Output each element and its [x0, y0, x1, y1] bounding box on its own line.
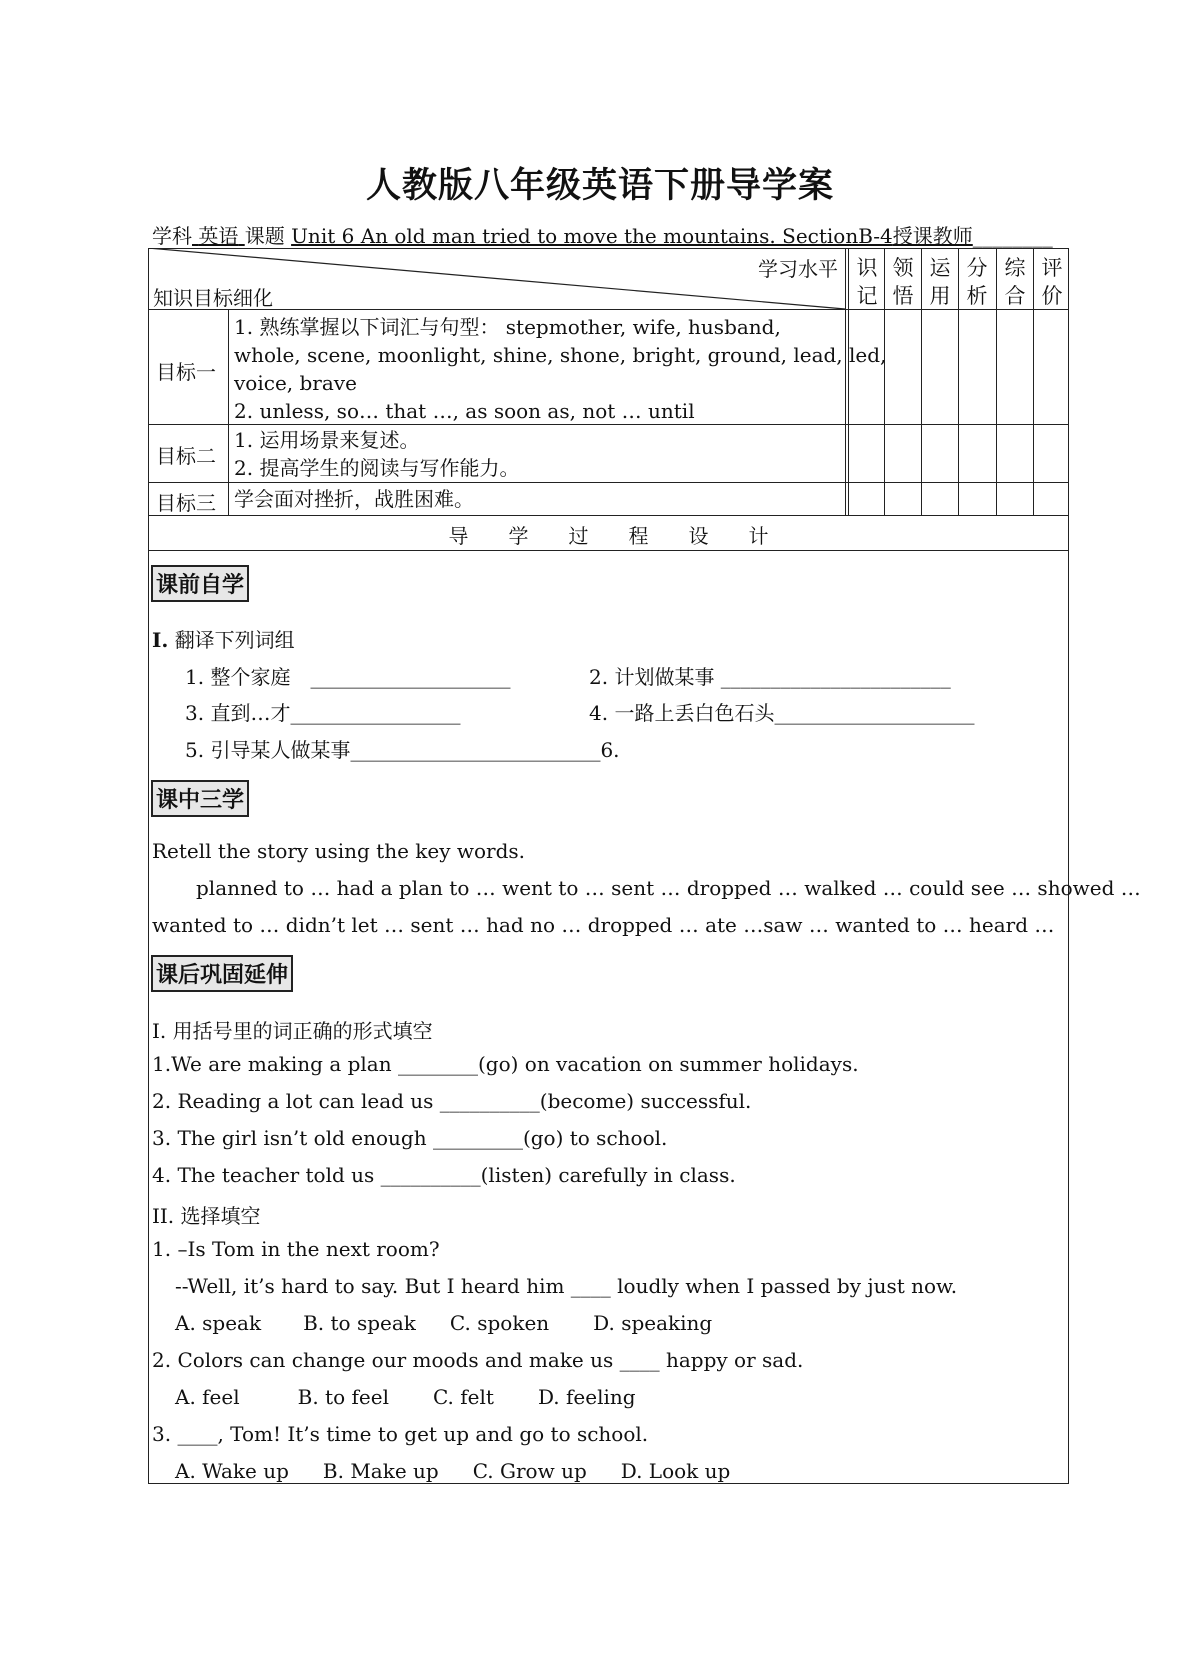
level-synthesize: 综合: [1004, 256, 1026, 308]
goal-2-text: [234, 426, 842, 482]
after-class-badge: 课后巩固延伸: [151, 955, 293, 992]
level-understand: 领悟: [892, 256, 914, 308]
choice-question-2: 2. Colors can change our moods and make us ____ happy or sad.: [152, 1348, 804, 1372]
in-class-badge: 课中三学: [151, 780, 249, 817]
option: B. Make up: [322, 1459, 439, 1483]
pre-study-item: 4. 一路上丢白色石头____________________: [589, 701, 975, 725]
teacher-blank: ________: [972, 224, 1053, 248]
in-class-keywords: wanted to … didn’t let … sent … had no … dropped … ate …saw … wanted to … heard …: [152, 913, 1055, 937]
pre-study-badge: 课前自学: [151, 565, 249, 602]
pre-study-heading: I. 翻译下列词组: [152, 628, 295, 652]
topic-label: 课题: [244, 224, 285, 248]
pre-study-item: 1. 整个家庭 ____________________: [185, 665, 511, 689]
option: D. feeling: [537, 1385, 636, 1409]
subject-label: 学科: [152, 224, 192, 248]
table-rule: [148, 482, 1069, 483]
goal-1-line: voice, brave: [234, 371, 357, 395]
goal-2-label: 目标二: [156, 444, 216, 468]
part2-heading: II. 选择填空: [152, 1204, 261, 1228]
process-title: 导 学 过 程 设 计: [448, 524, 769, 548]
subject-line: [152, 220, 1052, 249]
goal-2-line: 2. 提高学生的阅读与写作能力。: [234, 456, 520, 480]
table-rule: [148, 515, 1069, 516]
goal-3-text: 学会面对挫折，战胜困难。: [234, 487, 474, 511]
option: A. speak: [175, 1311, 262, 1335]
goal-1-text: [234, 313, 887, 425]
table-rule: [228, 309, 229, 515]
choice-question-3: 3. ____, Tom! It’s time to get up and go to school.: [152, 1422, 649, 1446]
in-class-instruction: Retell the story using the key words.: [152, 839, 526, 863]
level-recall: 识记: [856, 256, 878, 308]
pre-study-item: 3. 直到…才_________________: [185, 701, 461, 725]
choice-options-3: [175, 1459, 730, 1483]
choice-question-1: 1. –Is Tom in the next room?: [152, 1237, 440, 1261]
option: C. Grow up: [472, 1459, 587, 1483]
choice-options-1: [175, 1311, 712, 1335]
option: A. feel: [175, 1385, 240, 1409]
level-apply: 运用: [929, 256, 951, 308]
subject-value: 英语: [198, 224, 239, 248]
goal-1-line: whole, scene, moonlight, shine, shone, bright, ground, lead, led,: [234, 343, 887, 367]
level-analyze: 分析: [966, 256, 988, 308]
fill-question: 1.We are making a plan ________(go) on vacation on summer holidays.: [152, 1052, 859, 1076]
level-header: 学习水平: [758, 257, 838, 281]
pre-study-item: 5. 引导某人做某事_________________________6.: [185, 738, 620, 762]
option: C. spoken: [449, 1311, 550, 1335]
knowledge-header: 知识目标细化: [153, 286, 273, 310]
option: D. speaking: [593, 1311, 713, 1335]
option: A. Wake up: [175, 1459, 289, 1483]
goal-3-label: 目标三: [156, 491, 216, 515]
table-rule: [148, 550, 1069, 551]
teacher-label: 授课教师: [892, 224, 973, 248]
level-evaluate: 评价: [1041, 256, 1063, 308]
page-title: 人教版八年级英语下册导学案: [365, 165, 834, 206]
pre-study-item: 2. 计划做某事 _______________________: [589, 665, 951, 689]
part1-heading: I. 用括号里的词正确的形式填空: [152, 1019, 433, 1043]
goal-1-line: 2. unless, so… that …, as soon as, not … until: [234, 399, 695, 423]
goal-2-line: 1. 运用场景来复述。: [234, 428, 420, 452]
in-class-keywords: planned to … had a plan to … went to … sent … dropped … walked … could see … showed …: [196, 876, 1141, 900]
fill-question: 4. The teacher told us __________(listen) carefully in class.: [152, 1163, 736, 1187]
option: B. to speak: [303, 1311, 416, 1335]
option: C. felt: [432, 1385, 494, 1409]
topic-value: Unit 6 An old man tried to move the mountains. SectionB-4: [291, 224, 893, 248]
option: D. Look up: [620, 1459, 731, 1483]
goal-1-line: 1. 熟练掌握以下词汇与句型： stepmother, wife, husband,: [234, 315, 781, 339]
fill-question: 2. Reading a lot can lead us __________(become) successful.: [152, 1089, 752, 1113]
goal-1-label: 目标一: [156, 360, 216, 384]
option: B. to feel: [297, 1385, 389, 1409]
fill-question: 3. The girl isn’t old enough _________(go) to school.: [152, 1126, 668, 1150]
choice-question-1-cont: --Well, it’s hard to say. But I heard him ____ loudly when I passed by just now.: [175, 1274, 958, 1298]
choice-options-2: [175, 1385, 636, 1409]
